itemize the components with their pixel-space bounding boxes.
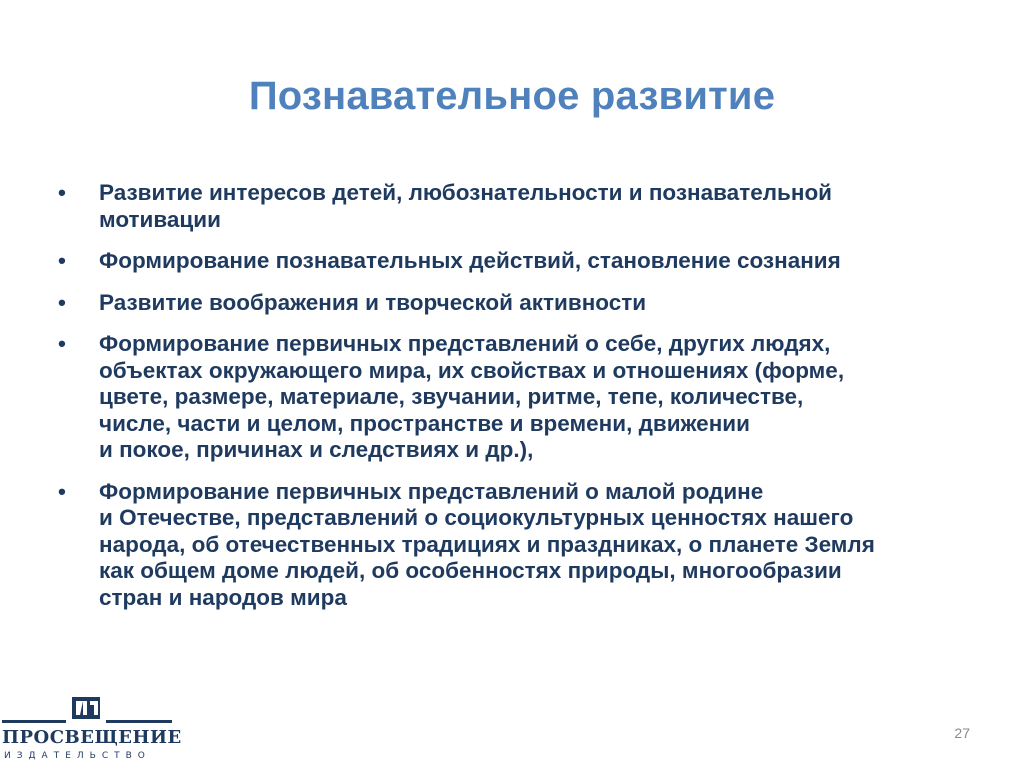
bullet-line: и Отечестве, представлений о социокультурных ценностях нашего — [99, 505, 854, 530]
logo-subtitle: ИЗДАТЕЛЬСТВО — [4, 751, 151, 761]
bullet-line: и покое, причинах и следствиях и др.), — [99, 437, 534, 462]
bullet-line: Формирование первичных представлений о малой родине — [99, 478, 764, 504]
logo-name: ПРОСВЕЩЕНИЕ — [2, 727, 182, 748]
bullet-item — [56, 331, 976, 464]
publisher-logo — [0, 690, 180, 767]
bullet-list — [56, 180, 976, 626]
bullet-item — [56, 479, 976, 612]
bullet-dot: • — [58, 180, 66, 205]
bullet-item — [56, 248, 976, 275]
prosveshchenie-logo-icon — [70, 694, 102, 720]
logo-rule — [106, 720, 172, 723]
bullet-item — [56, 290, 976, 317]
bullet-line: Развитие воображения и творческой активности — [99, 289, 647, 315]
bullet-line: объектах окружающего мира, их свойствах и отношениях (форме, — [99, 357, 845, 383]
bullet-line: стран и народов мира — [99, 584, 347, 610]
page-number: 27 — [954, 725, 970, 741]
bullet-line: народа, об отечественных традициях и праздниках, о планете Земля — [99, 531, 875, 557]
bullet-line: числе, части и целом, пространстве и времени, движении — [99, 410, 750, 436]
bullet-line: Формирование познавательных действий, становление сознания — [99, 248, 841, 273]
slide-title: Познавательное развитие — [248, 74, 776, 118]
bullet-dot: • — [58, 331, 66, 356]
bullet-dot: • — [58, 248, 66, 273]
bullet-dot: • — [58, 478, 66, 504]
bullet-line: мотивации — [99, 206, 221, 232]
bullet-line: как общем доме людей, об особенностях природы, многообразии — [99, 558, 842, 583]
bullet-line: Формирование первичных представлений о себе, других людях, — [99, 331, 831, 356]
bullet-item — [56, 180, 976, 233]
bullet-dot: • — [58, 289, 66, 315]
bullet-line: Развитие интересов детей, любознательности и познавательной — [99, 180, 833, 205]
logo-rule — [2, 720, 66, 723]
bullet-line: цвете, размере, материале, звучании, ритме, тепе, количестве, — [99, 384, 804, 409]
